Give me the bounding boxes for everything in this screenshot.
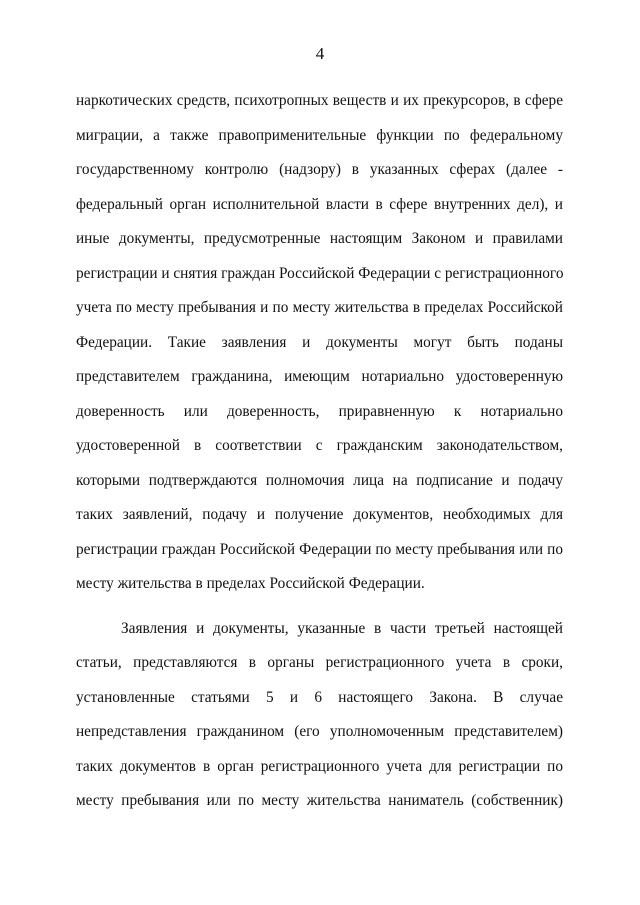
text-line: государственному контролю (надзору) в указанных сферах (далее - xyxy=(76,161,563,178)
text-line: доверенность или доверенность, приравненную к нотариально xyxy=(76,402,563,420)
text-line: непредставления гражданином (его уполномоченным представителем) xyxy=(76,723,563,740)
page-number: 4 xyxy=(315,44,325,63)
text-line: Федерации. Такие заявления и документы могут быть поданы xyxy=(76,333,563,351)
text-line: учета по месту пребывания и по месту жительства в пределах Российской xyxy=(76,299,563,316)
paragraph-2 xyxy=(76,612,563,819)
text-line: регистрации и снятия граждан Российской Федерации с регистрационного xyxy=(76,264,564,282)
text-line: регистрации граждан Российской Федерации по месту пребывания или по xyxy=(76,540,563,558)
text-line: удостоверенной в соответствии с гражданским законодательством, xyxy=(76,437,563,454)
paragraph-spacer xyxy=(76,602,563,612)
text-line: федеральный орган исполнительной власти в сфере внутренних дел), и xyxy=(76,195,563,213)
text-line: миграции, а также правоприменительные функции по федеральному xyxy=(76,126,563,144)
text-line: установленные статьями 5 и 6 настоящего Закона. В случае xyxy=(76,688,563,706)
text-line: представителем гражданина, имеющим нотариально удостоверенную xyxy=(76,368,563,385)
text-line: таких заявлений, подачу и получение документов, необходимых для xyxy=(76,506,563,523)
text-line: месту пребывания или по месту жительства наниматель (собственник) xyxy=(76,792,563,809)
text-line: таких документов в орган регистрационного учета для регистрации по xyxy=(76,757,563,775)
text-line: месту жительства в пределах Российской Федерации. xyxy=(76,575,425,592)
text-line: иные документы, предусмотренные настоящим Законом и правилами xyxy=(76,230,563,247)
body-text xyxy=(76,84,563,819)
text-line: которыми подтверждаются полномочия лица на подписание и подачу xyxy=(76,471,563,489)
text-line: Заявления и документы, указанные в части третьей настоящей xyxy=(121,619,563,637)
paragraph-1 xyxy=(76,84,563,602)
text-line: наркотических средств, психотропных веществ и их прекурсоров, в сфере xyxy=(76,92,563,109)
text-line: статьи, представляются в органы регистрационного учета в сроки, xyxy=(76,654,563,671)
